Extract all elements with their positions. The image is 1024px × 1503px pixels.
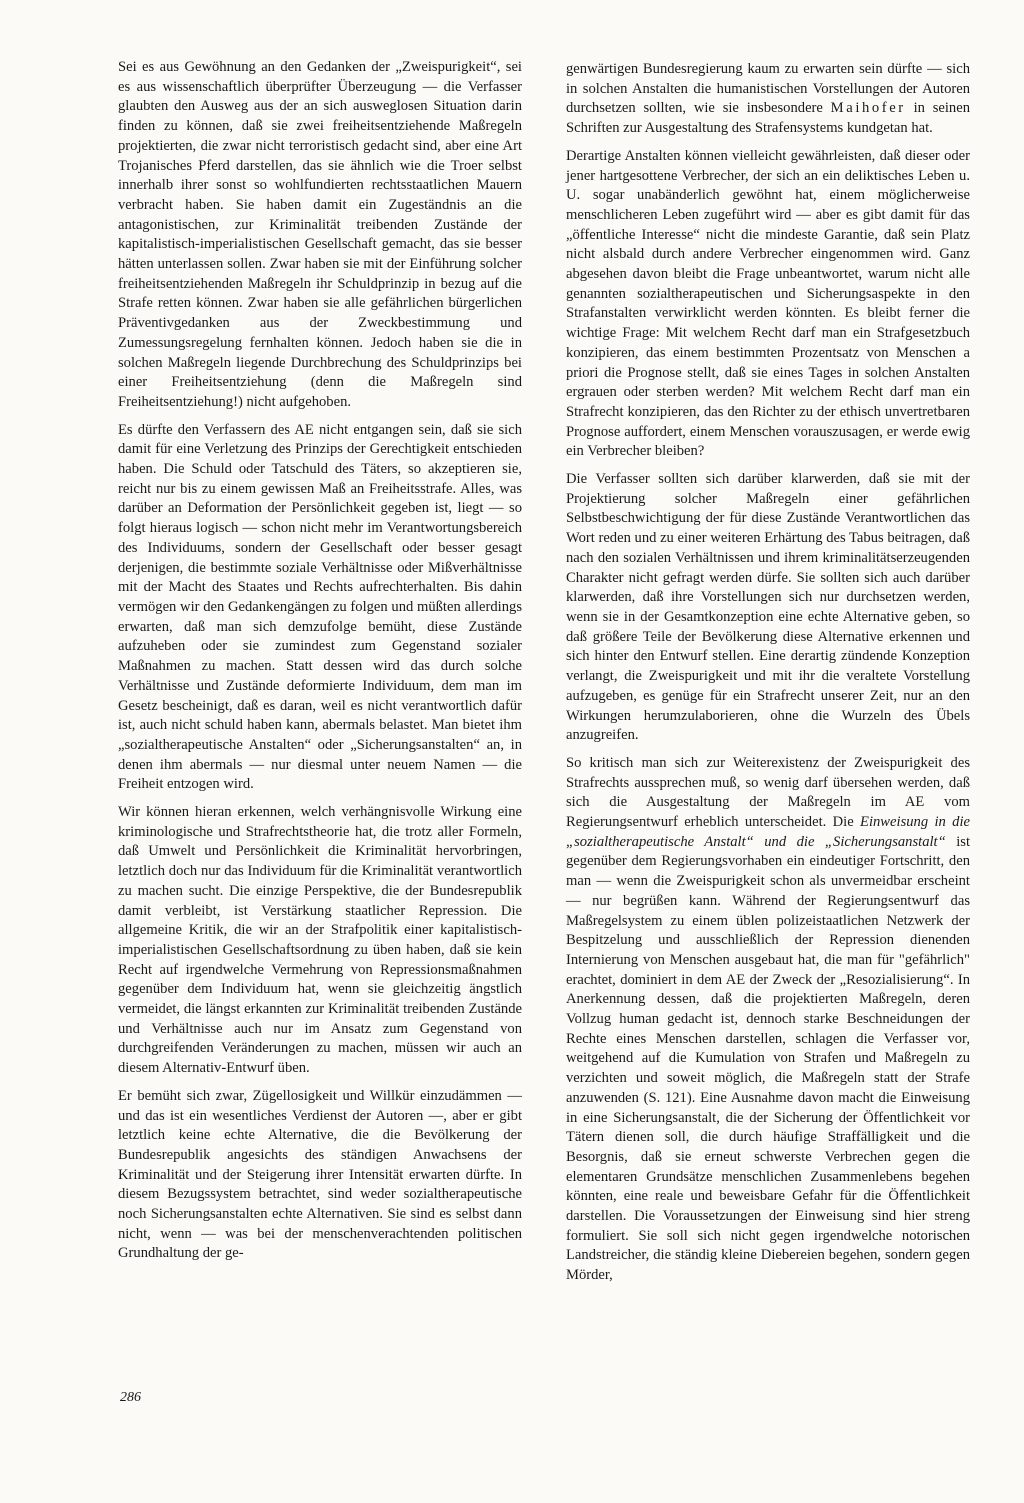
emphasized-name: Maihofer (830, 100, 906, 117)
italic-phrase: Einweisung in die „sozialtherapeutische Anstalt“ und die „Sicherungsanstalt“ (566, 814, 970, 850)
left-column (118, 58, 522, 1272)
paragraph: Sei es aus Gewöhnung an den Gedanken der „Zweispurigkeit“, sei es aus wissenschaftlich überprüfter Überzeugung — die Verfasser glaubten den Ausweg aus der an sich ausweglosen Situation darin finden zu können, daß sie zwei freiheitsentziehende Maßregeln projektierten, die zwar nicht terroristisch gedacht sind, aber eine Art Trojanisches Pferd darstellen, das sie ähnlich wie die Troer selbst innerhalb ihrer sonst so wohlfundierten rechtsstaatlichen Mauern verbracht haben. Sie haben damit ein Zugeständnis an die antagonistischen, zur Kriminalität treibenden Zustände der kapitalistisch-imperialistischen Gesellschaft gemacht, das sie besser hätten unterlassen sollen. Zwar haben sie mit der Einführung solcher freiheitsentziehenden Maßregeln ihr Schuldprinzip in bezug auf die Strafe retten können. Zwar haben sie alle gefährlichen bürgerlichen Präventivgedanken aus der Zweckbestimmung und Zumessungsregelung fernhalten können. Jedoch haben sie die in solchen Maßregeln liegende Durchbrechung des Schuldprinzips bei einer Freiheitsentziehung (denn die Maßregeln sind Freiheitsentziehung!) nicht aufgehoben. (118, 59, 522, 410)
text-run: genwärtigen Bundesregierung kaum zu erwarten sein dürfte — sich in solchen Anstalten die humanistischen Vorstellungen der Autoren durchsetzen sollten, wie sie insbesondere (566, 61, 970, 117)
page-number: 286 (120, 1390, 141, 1405)
text-run: in seinen Schriften zur Ausgestaltung des Strafensystems kundgetan hat. (566, 100, 970, 137)
paragraph: Wir können hieran erkennen, welch verhängnisvolle Wirkung eine kriminologische und Strafrechtstheorie hat, die trotz aller Formeln, daß Umwelt und Persönlichkeit die Kriminalität hervorbringen, letztlich doch nur das Individuum für die Kriminalität verantwortlich zu machen sucht. Die einzige Perspektive, die der Bundesrepublik damit verbleibt, ist Verstärkung staatlicher Repression. Die allgemeine Kritik, die wir an der Strafpolitik einer kapitalistisch-imperialistischen Gesellschaftsordnung zu üben haben, daß sie kein Recht auf irgendwelche Vermehrung von Repressionsmaßnahmen gegenüber dem Individuum hat, wenn sie gleichzeitig ängstlich vermeidet, die längst erkannten zur Kriminalität treibenden Zustände und Verhältnisse auch nur im Ansatz zum Gegenstand von durchgreifenden Veränderungen zu machen, müssen wir auch an diesem Alternativ-Entwurf üben. (118, 804, 522, 1077)
paragraph (566, 60, 970, 139)
paragraph: Derartige Anstalten können vielleicht gewährleisten, daß dieser oder jener hartgesottene Verbrecher, der sich an ein deliktisches Leben u. U. sogar unabänderlich gewöhnt hat, einem möglicherweise menschlicheren Leben zugeführt wird — aber es gibt damit für das „öffentliche Interesse“ nicht die mindeste Garantie, daß sein Platz nicht alsbald durch andere Verbrecher eingenommen wird. Ganz abgesehen davon bleibt die Frage unbeantwortet, warum nicht alle genannten sozialtherapeutischen und Sicherungsaspekte in den Strafanstalten verwirklicht werden könnten. Es bleibt ferner die wichtige Frage: Mit welchem Recht darf man ein Strafgesetzbuch konzipieren, das einem bestimmten Prozentsatz von Menschen a priori die Prognose stellt, daß sie eines Tages in solchen Anstalten ergrauen oder sterben werden? Mit welchem Recht darf man ein Strafrecht konzipieren, das den Richter zu der ethisch unvertretbaren Prognose auffordert, einem Menschen vorauszusagen, er werde ewig ein Verbrecher bleiben? (566, 147, 970, 460)
right-column (566, 60, 970, 1294)
text-run: So kritisch man sich zur Weiterexistenz der Zweispurigkeit des Strafrechts aussprechen muß, so wenig darf übersehen werden, daß sich die Ausgestaltung der Maßregeln im AE vom Regierungsentwurf erheblich unterscheidet. Die (566, 754, 970, 831)
paragraph: Die Verfasser sollten sich darüber klarwerden, daß sie mit der Projektierung solcher Maßregeln einer gefährlichen Selbstbeschwichtigung der für diese Zustände Verantwortlichen das Wort reden und zu einer weiteren Erhärtung des Tabus beitragen, daß nach den sozialen Verhältnissen und ihrem kriminalitätserzeugenden Charakter nicht gefragt werden dürfe. Sie sollten sich auch darüber klarwerden, daß ihre Vorstellungen sich nur durchsetzen werden, wenn sie in der Gesamtkonzeption eine echte Alternative geben, so daß größere Teile der Bevölkerung diese Alternative erkennen und sich hinter den Entwurf stellen. Eine derartig zündende Konzeption verlangt, die Zweispurigkeit und mit ihr die veraltete Vorstellung aufzugeben, es genüge für ein Strafrecht unserer Zeit, nur an den Wirkungen herumzulaborieren, ohne die Wurzeln des Übels anzugreifen. (566, 471, 970, 744)
text-run: ist gegenüber dem Regierungsvorhaben ein eindeutiger Fortschritt, den man — wenn die Zweispurigkeit schon als unvermeidbar erscheint— nur begrüßen kann. Während der Regierungsentwurf das Maßregelsystem zu einem üblen polizeistaatlichen Netzwerk der Bespitzelung und ausschließlich der Repression dienenden Internierung von Menschen ausgebaut hat, die man für "gefährlich" erachtet, dominiert in dem AE der Zweck der „Resozialisierung“. In Anerkennung dessen, daß die projektierten Maßregeln, deren Vollzug human gedacht ist, dennoch starke Beschneidungen der Rechte eines Menschen darstellen, schlagen die Verfasser vor, weitgehend auf die Kumulation von Strafen und Maßregeln zu verzichten und soweit möglich, die Maßregeln statt der Strafe anzuwenden (S. 121). Eine Ausnahme davon macht die Einweisung in eine Sicherungsanstalt, die der Sicherung der Öffentlichkeit vor Tätern dienen soll, die durch häufige Straffälligkeit und die Besorgnis, daß sie erneut schwerste Verbrechen gegen die elementaren Grundsätze menschlichen Zusammenlebens begehen könnten, eine reale und beweisbare Gefahr für die Öffentlichkeit darstellen. Die Voraussetzungen der Einweisung sind hier streng formuliert. Sie soll sich nicht gegen irgendwelche notorischen Landstreicher, die ständig kleine Diebereien begehen, sondern gegen Mörder, (566, 833, 970, 1284)
paragraph: Es dürfte den Verfassern des AE nicht entgangen sein, daß sie sich damit für eine Verletzung des Prinzips der Gerechtigkeit entschieden haben. Die Schuld oder Tatschuld des Täters, so akzeptieren sie, reicht nur bis zu einem gewissen Maß an Freiheitsstrafe. Alles, was darüber an Deformation der Persönlichkeit gegeben ist, liegt — so folgt hieraus logisch — schon nicht mehr im Verantwortungsbereich des Individuums, sondern der Gesellschaft oder besser gesagt derjenigen, die bestimmte soziale Verhältnisse oder Mißverhältnisse mit der Macht des Staates und Rechts aufrechterhalten. Bis dahin vermögen wir den Gedankengängen zu folgen und müßten allerdings erwarten, daß man sich demzufolge bemüht, diese Zustände aufzuheben oder sie zumindest zum Gegenstand sozialer Maßnahmen zu machen. Statt dessen wird das durch solche Verhältnisse und Zustände deformierte Individuum, dem man im Gesetz bescheinigt, daß es daran, weil es nicht verantwortlich dafür ist, auch nicht schuld haben kann, abermals belastet. Man bietet ihm „sozialtherapeutische Anstalten“ oder „Sicherungsanstalten“ an, in denen ihm abermals — nur diesmal unter neuem Namen — die Freiheit entzogen wird. (118, 421, 522, 793)
paragraph: Er bemüht sich zwar, Zügellosigkeit und Willkür einzudämmen — und das ist ein wesentliches Verdienst der Autoren —, aber er gibt letztlich keine echte Alternative, die die Bevölkerung der Bundesrepublik angesichts des ständigen Anwachsens der Kriminalität und der Steigerung ihrer Intensität erwarten dürfte. In diesem Bezugssystem betrachtet, sind weder sozialtherapeutische noch Sicherungsanstalten echte Alternativen. Sie sind es selbst dann nicht, wenn — was bei der menschenverachtenden politischen Grundhaltung der ge- (118, 1087, 522, 1262)
paragraph (566, 754, 970, 1286)
